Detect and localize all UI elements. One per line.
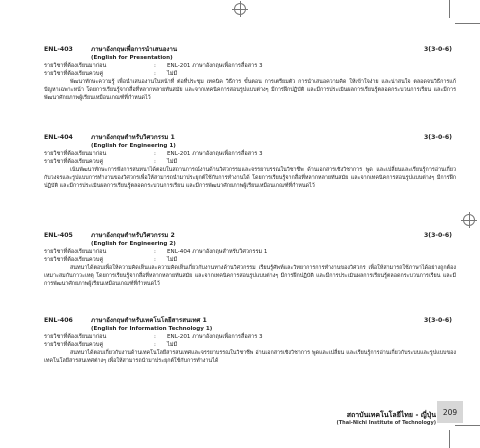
corequisite-row: รายวิชาที่ต้องเรียนควบคู่ : ไม่มี — [44, 257, 178, 263]
corequisite-value: ไม่มี — [167, 159, 178, 165]
prerequisite-row: รายวิชาที่ต้องเรียนมาก่อน : ENL-404 ภาษาอังกฤษสำหรับวิศวกรรม 1 — [44, 249, 268, 255]
prerequisite-row: รายวิชาที่ต้องเรียนมาก่อน : ENL-201 ภาษาอังกฤษเพื่อการสื่อสาร 3 — [44, 151, 263, 157]
course-code: ENL-406 — [44, 317, 73, 324]
course-description: สนทนาได้ตอบเพื่อให้ความคิดเห็นและความคิดเห็นเกี่ยวกับงานทางด้านวิศวกรรม เรียนรู้ศัพท์และวิทยาการการทำงานของวิศวกร เพื่อให้สามารถใช้ภาษาได้อย่างถูกต้องเหมาะสมกับภาวะเหตุ โดยการเรียนรู้จากสื่อที่หลากหลายทันสมัย และจากเทคนิคการสอนรูปแบบต่างๆ มีการฝึกปฏิบัติ และมีการประเมินผลการเรียนรู้ตลอดกระบวนการเรียน และมีการพัฒนาศักยภาพผู้เรียนเหมือนเกณฑ์ที่กำหนดไว้ — [44, 265, 456, 288]
institute-name-th: สถาบันเทคโนโลยีไทย - ญี่ปุ่น — [346, 411, 436, 419]
prerequisite-value: ENL-201 ภาษาอังกฤษเพื่อการสื่อสาร 3 — [167, 63, 263, 69]
course-entry — [44, 316, 456, 365]
course-entry — [44, 45, 456, 103]
course-title-en: (English for Engineering 1) — [91, 143, 176, 149]
course-title-en: (English for Engineering 2) — [91, 241, 176, 247]
prerequisite-row: รายวิชาที่ต้องเรียนมาก่อน : ENL-201 ภาษาอังกฤษเพื่อการสื่อสาร 3 — [44, 63, 263, 69]
course-code: ENL-404 — [44, 134, 73, 141]
corequisite-label: รายวิชาที่ต้องเรียนควบคู่ — [44, 342, 104, 348]
crop-mark — [449, 430, 450, 448]
course-code: ENL-403 — [44, 46, 73, 53]
course-title-th: ภาษาอังกฤษสำหรับเทคโนโลยีสารสนเทศ 1 — [91, 317, 207, 324]
corequisite-label: รายวิชาที่ต้องเรียนควบคู่ — [44, 257, 104, 263]
corequisite-row: รายวิชาที่ต้องเรียนควบคู่ : ไม่มี — [44, 71, 178, 77]
prerequisite-label: รายวิชาที่ต้องเรียนมาก่อน — [44, 151, 107, 157]
crop-mark — [449, 0, 450, 18]
corequisite-row: รายวิชาที่ต้องเรียนควบคู่ : ไม่มี — [44, 342, 178, 348]
course-code: ENL-405 — [44, 232, 73, 239]
prerequisite-label: รายวิชาที่ต้องเรียนมาก่อน — [44, 334, 107, 340]
corequisite-label: รายวิชาที่ต้องเรียนควบคู่ — [44, 159, 104, 165]
registration-mark-right — [463, 214, 475, 226]
prerequisite-value: ENL-201 ภาษาอังกฤษเพื่อการสื่อสาร 3 — [167, 334, 263, 340]
prerequisite-row: รายวิชาที่ต้องเรียนมาก่อน : ENL-201 ภาษาอังกฤษเพื่อการสื่อสาร 3 — [44, 334, 263, 340]
corequisite-row: รายวิชาที่ต้องเรียนควบคู่ : ไม่มี — [44, 159, 178, 165]
course-credits: 3(3-0-6) — [423, 232, 452, 239]
course-title-en: (English for Presentation) — [91, 55, 173, 61]
corequisite-label: รายวิชาที่ต้องเรียนควบคู่ — [44, 71, 104, 77]
crop-mark — [455, 23, 480, 24]
prerequisite-value: ENL-201 ภาษาอังกฤษเพื่อการสื่อสาร 3 — [167, 151, 263, 157]
course-description: เน้นพัฒนาทักษะการฟังการสนทนาได้ตอบในสถานการณ์งานด้านวิศวกรรมและจรรยาบรรณในวิชาชีพ ด้านเอกสารเชิงวิชาการ พูด และเปลี่ยนและเรียนรู้การอ่านเกี่ยวกับวงจรและรูปแบบการทำงานของวิศวกรเพื่อให้สามารถนำมาประยุกต์ใช้กับการทำงานได้ โดยการเรียนรู้จากสื่อที่หลากหลายทันสมัย และจากเทคนิคการสอนรูปแบบต่างๆ มีการฝึกปฏิบัติ และมีการประเมินผลการเรียนรู้ตลอดกระบวนการเรียน และมีการพัฒนาศักยภาพผู้เรียนเหมือนเกณฑ์ที่กำหนดไว้ — [44, 167, 456, 190]
course-entry — [44, 133, 456, 191]
registration-mark-top — [234, 3, 246, 15]
course-credits: 3(3-0-6) — [423, 317, 452, 324]
prerequisite-value: ENL-404 ภาษาอังกฤษสำหรับวิศวกรรม 1 — [167, 249, 268, 255]
course-title-th: ภาษาอังกฤษสำหรับวิศวกรรม 2 — [91, 232, 175, 239]
course-description: พัฒนาทักษะความรู้ เพื่อนำเสนองานในหน้าที่ ต่อที่ประชุม เทคนิค วิธีการ ขั้นตอน การเตรียมตัว การนำเสนอความคิด ให้เข้าใจง่าย และน่าสนใจ ตลอดจนวิธีการแก้ปัญหาเฉพาะหน้า โดยการเรียนรู้จากสื่อที่หลากหลายทันสมัย และจากเทคนิคการสอนรูปแบบต่างๆ มีการฝึกปฏิบัติ และมีการประเมินผลการเรียนรู้ตลอดกระบวนการเรียน และมีการพัฒนาศักยภาพผู้เรียนเหมือนเกณฑ์ที่กำหนดไว้ — [44, 79, 456, 102]
corequisite-value: ไม่มี — [167, 71, 178, 77]
prerequisite-label: รายวิชาที่ต้องเรียนมาก่อน — [44, 249, 107, 255]
course-title-en: (English for Information Technology 1) — [91, 326, 213, 332]
prerequisite-label: รายวิชาที่ต้องเรียนมาก่อน — [44, 63, 107, 69]
page-number: 209 — [437, 401, 463, 423]
corequisite-value: ไม่มี — [167, 257, 178, 263]
page-footer — [300, 411, 436, 427]
crop-mark — [455, 425, 480, 426]
course-title-th: ภาษาอังกฤษสำหรับวิศวกรรม 1 — [91, 134, 175, 141]
course-credits: 3(3-0-6) — [423, 46, 452, 53]
course-title-th: ภาษาอังกฤษเพื่อการนำเสนองาน — [91, 46, 178, 53]
course-description: สนทนาได้ตอบเกี่ยวกับงานด้านเทคโนโลยีสารสนเทศและจรรยาบรรณในวิชาชีพ อ่านเอกสารเชิงวิชาการ พูดและเปลี่ยน และเรียนรู้การอ่านเกี่ยวกับระบบและรูปแบบของเทคโนโลยีสารสนเทศต่างๆ เพื่อให้สามารถนำมาประยุกต์ใช้กับการทำงานได้ — [44, 350, 456, 365]
institute-name-en: (Thai-Nichi Institute of Technology) — [336, 420, 436, 426]
corequisite-value: ไม่มี — [167, 342, 178, 348]
course-credits: 3(3-0-6) — [423, 134, 452, 141]
course-entry — [44, 231, 456, 289]
